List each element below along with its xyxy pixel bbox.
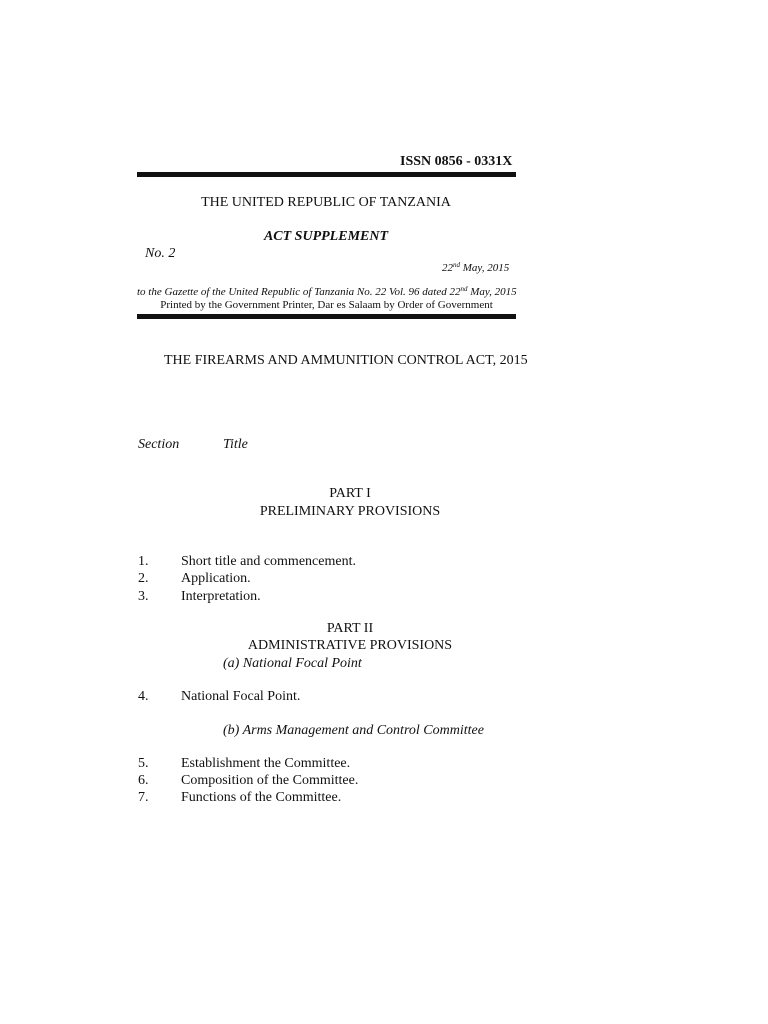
supplement-number: No. 2 bbox=[145, 246, 176, 261]
top-rule bbox=[137, 172, 516, 177]
section-number: 4. bbox=[138, 689, 149, 704]
section-number: 2. bbox=[138, 571, 149, 586]
section-title: Establishment the Committee. bbox=[181, 756, 351, 771]
date-suffix: nd bbox=[453, 261, 460, 269]
issn-number: ISSN 0856 - 0331X bbox=[400, 154, 513, 169]
section-title: National Focal Point. bbox=[181, 689, 301, 704]
section-title: Short title and commencement. bbox=[181, 554, 356, 569]
section-title: Functions of the Committee. bbox=[181, 790, 342, 805]
bottom-rule bbox=[137, 314, 516, 319]
section-number: 7. bbox=[138, 790, 149, 805]
section-title: Composition of the Committee. bbox=[181, 773, 359, 788]
part2-subsection-a: (a) National Focal Point bbox=[223, 656, 362, 671]
date-rest: May, 2015 bbox=[460, 262, 510, 274]
gazette-reference bbox=[137, 285, 517, 298]
part1-heading: PART I bbox=[329, 486, 371, 501]
section-title: Interpretation. bbox=[181, 589, 261, 604]
part2-heading: PART II bbox=[326, 621, 374, 636]
part2-subsection-b: (b) Arms Management and Control Committee bbox=[223, 723, 484, 738]
section-title: Application. bbox=[181, 571, 251, 586]
printer-line: Printed by the Government Printer, Dar es Salaam by Order of Government bbox=[160, 299, 493, 311]
date-day: 22 bbox=[442, 262, 453, 274]
gazette-suffix: nd bbox=[460, 285, 468, 293]
gazette-rest: May, 2015 bbox=[467, 286, 517, 298]
column-header-section: Section bbox=[138, 437, 180, 452]
section-number: 5. bbox=[138, 756, 149, 771]
column-header-title: Title bbox=[223, 437, 248, 452]
part1-subheading: PRELIMINARY PROVISIONS bbox=[259, 504, 441, 519]
section-number: 3. bbox=[138, 589, 149, 604]
gazette-text: to the Gazette of the United Republic of Tanzania No. 22 Vol. 96 dated 22 bbox=[137, 286, 461, 298]
supplement-title: ACT SUPPLEMENT bbox=[263, 229, 389, 244]
section-number: 1. bbox=[138, 554, 149, 569]
supplement-date bbox=[442, 261, 509, 274]
part2-subheading: ADMINISTRATIVE PROVISIONS bbox=[247, 638, 453, 653]
republic-title: THE UNITED REPUBLIC OF TANZANIA bbox=[201, 195, 451, 210]
act-title: THE FIREARMS AND AMMUNITION CONTROL ACT, 2015 bbox=[164, 353, 528, 368]
section-number: 6. bbox=[138, 773, 149, 788]
